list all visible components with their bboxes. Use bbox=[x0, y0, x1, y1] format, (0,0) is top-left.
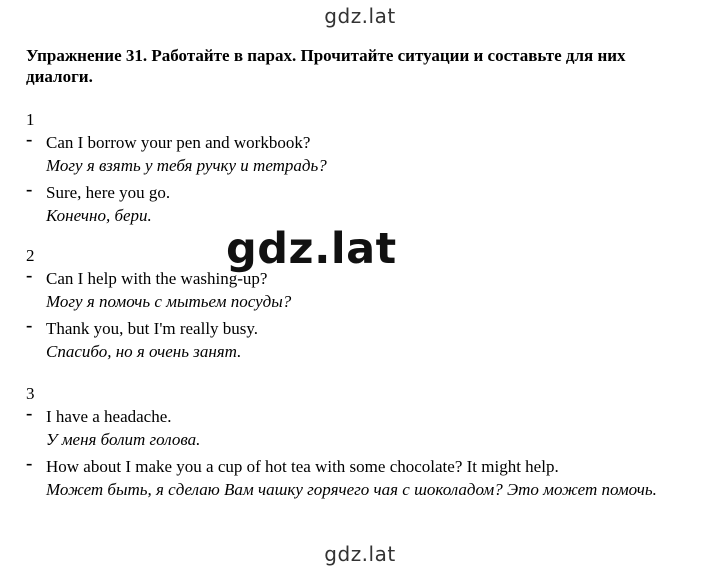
english-line: Thank you, but I'm really busy. bbox=[46, 319, 259, 338]
exercise-title: Упражнение 31. Работайте в парах. Прочитайте ситуации и составьте для них диалоги. bbox=[26, 46, 626, 86]
dash-marker: - bbox=[26, 315, 33, 336]
dash-marker: - bbox=[26, 453, 33, 474]
watermark-top: gdz.lat bbox=[324, 4, 396, 28]
section-number: 3 bbox=[26, 384, 35, 403]
english-line: Can I borrow your pen and workbook? bbox=[46, 133, 311, 152]
russian-translation: Конечно, бери. bbox=[46, 206, 152, 225]
dash-marker: - bbox=[26, 129, 33, 150]
english-line: Sure, here you go. bbox=[46, 183, 171, 202]
dialog-line bbox=[26, 317, 706, 363]
russian-translation: Могу я помочь с мытьем посуды? bbox=[46, 292, 292, 311]
dash-marker: - bbox=[26, 265, 33, 286]
english-line: How about I make you a cup of hot tea with some chocolate? It might help. bbox=[46, 457, 559, 476]
section-number: 1 bbox=[26, 110, 35, 129]
dialog-line bbox=[26, 405, 706, 451]
russian-translation: У меня болит голова. bbox=[46, 430, 201, 449]
section-number: 2 bbox=[26, 246, 35, 265]
russian-translation: Спасибо, но я очень занят. bbox=[46, 342, 242, 361]
dash-marker: - bbox=[26, 403, 33, 424]
dialog-line bbox=[26, 181, 706, 227]
dialog-line bbox=[26, 455, 706, 501]
russian-translation: Может быть, я сделаю Вам чашку горячего чая с шоколадом? Это может помочь. bbox=[46, 480, 657, 499]
dialog-line bbox=[26, 131, 706, 177]
dialog-section-3 bbox=[26, 383, 706, 501]
dash-marker: - bbox=[26, 179, 33, 200]
english-line: Can I help with the washing-up? bbox=[46, 269, 268, 288]
dialog-section-1 bbox=[26, 109, 706, 227]
english-line: I have a headache. bbox=[46, 407, 172, 426]
russian-translation: Могу я взять у тебя ручку и тетрадь? bbox=[46, 156, 327, 175]
watermark-center: gdz.lat bbox=[226, 224, 397, 274]
watermark-bottom: gdz.lat bbox=[324, 542, 396, 566]
